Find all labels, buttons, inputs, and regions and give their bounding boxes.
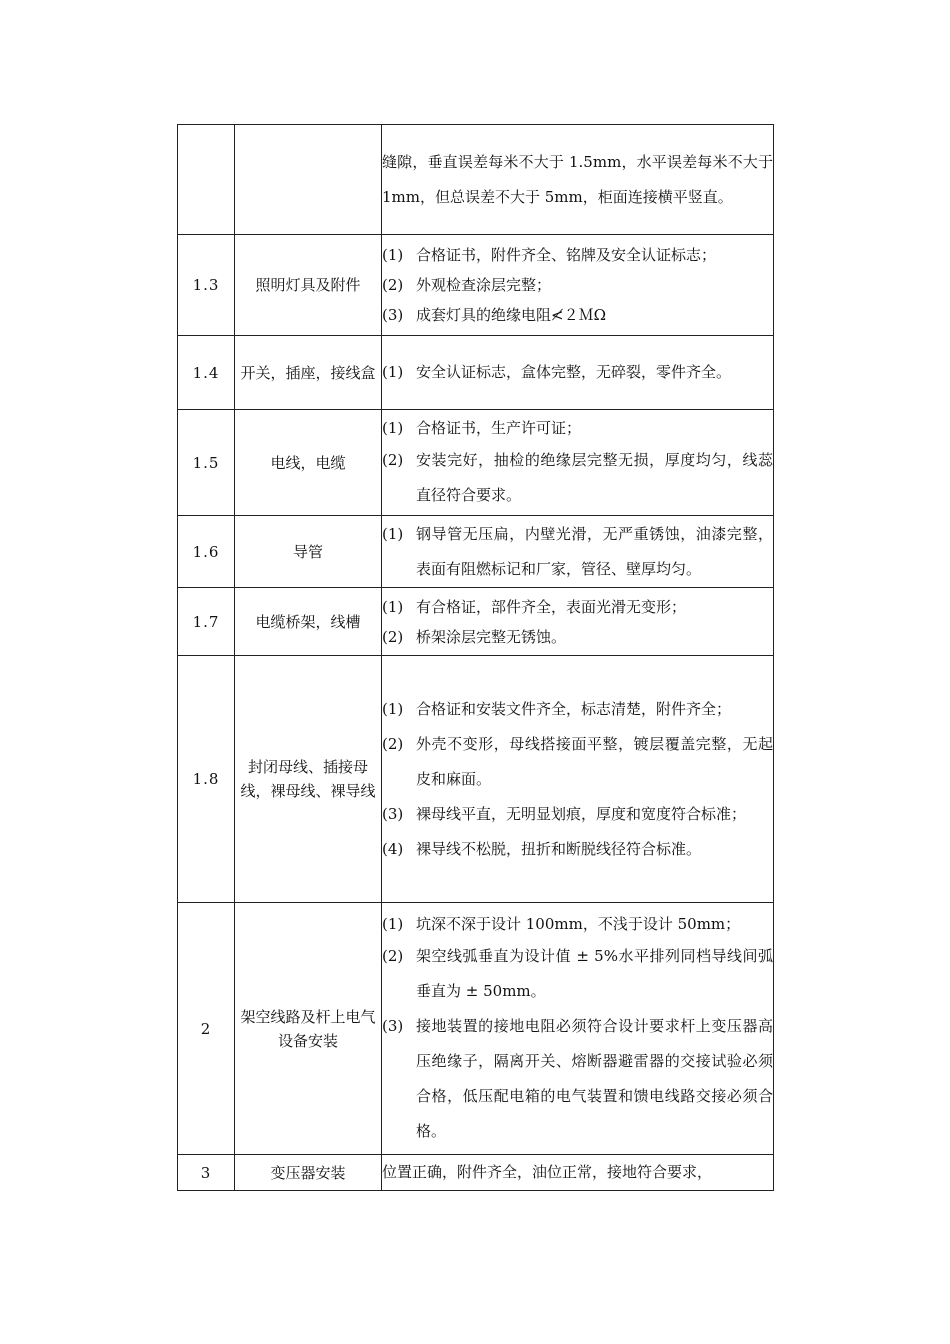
item-index: (1)	[382, 246, 404, 264]
item-name: 导管	[235, 516, 382, 588]
item-index: (1)	[382, 524, 404, 543]
item-index: (1)	[382, 597, 404, 616]
table-row	[178, 588, 774, 656]
table-row	[178, 125, 774, 235]
requirement-item	[382, 727, 773, 797]
table-row	[178, 516, 774, 588]
item-number: 1.6	[178, 516, 235, 588]
item-index: (3)	[382, 306, 404, 324]
item-number: 1.4	[178, 336, 235, 410]
requirement-item	[382, 692, 773, 727]
item-name: 架空线路及杆上电气设备安装	[235, 903, 382, 1155]
item-number: 1.7	[178, 588, 235, 656]
item-text: 钢导管无压扁，内壁光滑，无严重锈蚀，油漆完整，表面有阻燃标记和厂家，管径、壁厚均匀。	[416, 524, 773, 578]
item-name: 变压器安装	[235, 1155, 382, 1191]
item-name	[235, 125, 382, 235]
table-row	[178, 410, 774, 516]
requirement-item	[382, 355, 773, 390]
item-text: 外观检查涂层完整；	[416, 276, 552, 294]
requirement-item	[382, 413, 773, 443]
requirement-cell	[382, 125, 774, 235]
requirement-item	[382, 1009, 773, 1149]
item-name: 开关，插座，接线盒	[235, 336, 382, 410]
item-text: 坑深不深于设计 100mm，不浅于设计 50mm；	[416, 914, 741, 933]
requirement-cell	[382, 336, 774, 410]
requirement-item	[382, 270, 773, 300]
requirement-item	[382, 443, 773, 513]
item-text: 外壳不变形，母线搭接面平整，镀层覆盖完整，无起皮和麻面。	[416, 734, 773, 788]
requirement-text: 位置正确，附件齐全，油位正常，接地符合要求，	[382, 1163, 713, 1181]
requirement-item	[382, 832, 773, 867]
requirement-item	[382, 797, 773, 832]
table-row	[178, 903, 774, 1155]
table-row	[178, 336, 774, 410]
item-name: 照明灯具及附件	[235, 235, 382, 336]
item-index: (2)	[382, 734, 404, 753]
item-number: 1.5	[178, 410, 235, 516]
requirement-text: 缝隙，垂直误差每米不大于 1.5mm，水平误差每米不大于 1mm，但总误差不大于 5mm，柜面连接横平竖直。	[382, 152, 773, 206]
requirement-item	[382, 300, 773, 330]
item-name: 封闭母线、插接母线，裸母线、裸导线	[235, 656, 382, 903]
requirement-item	[382, 622, 773, 652]
item-text: 安全认证标志，盒体完整，无碎裂，零件齐全。	[416, 363, 732, 381]
item-index: (4)	[382, 839, 404, 858]
requirement-cell	[382, 235, 774, 336]
item-index: (2)	[382, 276, 404, 294]
requirement-item	[382, 240, 773, 270]
item-number: 2	[178, 903, 235, 1155]
requirement-item	[382, 592, 773, 622]
table-row	[178, 1155, 774, 1191]
item-text: 裸母线平直，无明显划痕，厚度和宽度符合标准；	[416, 804, 747, 823]
item-name: 电缆桥架，线槽	[235, 588, 382, 656]
requirement-cell	[382, 1155, 774, 1191]
requirement-item	[382, 517, 773, 587]
item-text: 裸导线不松脱，扭折和断脱线径符合标准。	[416, 839, 702, 858]
requirement-cell	[382, 410, 774, 516]
item-index: (3)	[382, 1016, 404, 1035]
requirement-cell	[382, 903, 774, 1155]
item-text: 有合格证，部件齐全，表面光滑无变形；	[416, 597, 687, 616]
item-number: 1.8	[178, 656, 235, 903]
requirement-cell	[382, 588, 774, 656]
item-index: (1)	[382, 699, 404, 718]
item-index: (1)	[382, 914, 404, 933]
item-text: 架空线弧垂直为设计值 ± 5%水平排列同档导线间弧垂直为 ± 50mm。	[416, 946, 773, 1000]
table-row	[178, 235, 774, 336]
item-text: 成套灯具的绝缘电阻≮２ＭΩ	[416, 306, 607, 324]
requirement-item	[382, 939, 773, 1009]
item-text: 合格证书，附件齐全、铭牌及安全认证标志；	[416, 246, 717, 264]
item-index: (1)	[382, 363, 404, 381]
item-index: (2)	[382, 946, 404, 965]
item-index: (2)	[382, 450, 404, 469]
item-index: (2)	[382, 627, 404, 646]
item-text: 合格证和安装文件齐全，标志清楚，附件齐全；	[416, 699, 732, 718]
requirement-item	[382, 909, 773, 939]
item-text: 合格证书，生产许可证；	[416, 418, 582, 437]
item-index: (3)	[382, 804, 404, 823]
item-number: 1.3	[178, 235, 235, 336]
table-row	[178, 656, 774, 903]
requirement-cell	[382, 656, 774, 903]
item-text: 接地装置的接地电阻必须符合设计要求杆上变压器高压绝缘子，隔离开关、熔断器避雷器的交接试验必须合格，低压配电箱的电气装置和馈电线路交接必须合格。	[416, 1016, 773, 1140]
item-name: 电线，电缆	[235, 410, 382, 516]
item-number	[178, 125, 235, 235]
item-text: 安装完好，抽检的绝缘层完整无损，厚度均匀，线蕊直径符合要求。	[416, 450, 773, 504]
item-text: 桥架涂层完整无锈蚀。	[416, 627, 567, 646]
inspection-table	[177, 124, 774, 1191]
requirement-cell	[382, 516, 774, 588]
item-index: (1)	[382, 418, 404, 437]
item-number: 3	[178, 1155, 235, 1191]
